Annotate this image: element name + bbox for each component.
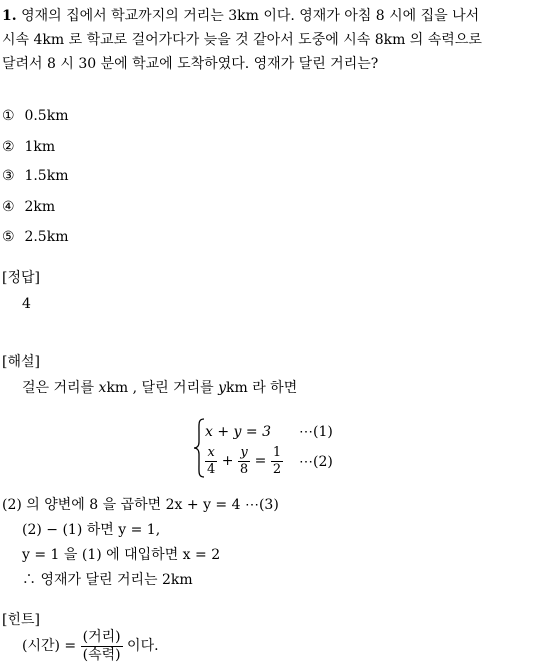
question-text-2: 시속 4km 로 학교로 걸어가다가 늦을 것 같아서 도중에 시속 8km 의 속력으로	[2, 32, 482, 48]
choice-4[interactable]	[2, 197, 55, 217]
choice-4-text: 2km	[24, 199, 56, 215]
intro-mid: km , 달린 거리를	[106, 380, 214, 396]
plus-sign: +	[221, 453, 234, 470]
choice-2-mark: ②	[2, 139, 15, 155]
hint-fraction	[81, 630, 123, 662]
choice-5[interactable]	[2, 227, 68, 247]
explanation-intro	[22, 378, 297, 398]
choice-1-mark: ①	[2, 108, 15, 124]
choice-3-text: 1.5km	[24, 168, 69, 184]
intro-suffix: km 라 하면	[226, 380, 298, 396]
choice-5-text: 2.5km	[24, 229, 69, 245]
fraction-denominator: 2	[272, 461, 282, 477]
hint-suffix: 이다.	[127, 638, 159, 655]
intro-prefix: 걸은 거리를	[22, 380, 95, 396]
explanation-step-2: (2) − (1) 하면 y = 1,	[22, 522, 161, 538]
question-text-3: 달려서 8 시 30 분에 학교에 도착하였다. 영재가 달린 거리는?	[2, 56, 379, 72]
question-number: 1.	[2, 8, 17, 24]
equals-sign: =	[254, 453, 267, 470]
choice-1[interactable]	[2, 106, 68, 126]
equation-system	[193, 418, 353, 478]
fraction-numerator: 1	[272, 445, 282, 460]
explanation-step-3: y = 1 을 (1) 에 대입하면 x = 2	[22, 547, 221, 563]
hint-numerator: (거리)	[82, 629, 121, 645]
choice-3[interactable]	[2, 166, 68, 186]
choice-1-text: 0.5km	[24, 108, 69, 124]
fraction-numerator: x	[207, 445, 215, 460]
choice-5-mark: ⑤	[2, 229, 15, 245]
question-text-1: 영재의 집에서 학교까지의 거리는 3km 이다. 영재가 아침 8 시에 집을 나서	[21, 8, 480, 24]
fraction-1-over-2	[271, 446, 283, 476]
hint-heading: [힌트]	[2, 612, 40, 628]
hint-formula	[22, 630, 159, 662]
hint-lhs: (시간) =	[22, 638, 77, 655]
explanation-heading: [해설]	[2, 354, 40, 370]
fraction-numerator: y	[240, 445, 248, 460]
fraction-y-over-8	[238, 446, 250, 476]
choice-3-mark: ③	[2, 168, 15, 184]
choice-2[interactable]	[2, 137, 55, 157]
answer-heading: [정답]	[2, 270, 40, 286]
answer-value: 4	[22, 296, 31, 312]
intro-var-x: x	[98, 380, 107, 396]
fraction-denominator: 4	[207, 461, 216, 477]
fraction-denominator: 8	[239, 461, 249, 477]
fraction-x-over-4	[205, 446, 217, 476]
equation-1-tag: ⋯(1)	[299, 424, 333, 440]
explanation-step-1: (2) 의 양변에 8 을 곱하면 2x + y = 4 ⋯(3)	[2, 497, 279, 513]
left-brace-icon	[193, 418, 205, 478]
hint-denominator: (속력)	[82, 646, 121, 663]
question-line-1	[2, 6, 479, 26]
choice-2-text: 1km	[24, 139, 56, 155]
equation-2	[205, 446, 283, 476]
explanation-step-4: ∴ 영재가 달린 거리는 2km	[22, 572, 193, 588]
choice-4-mark: ④	[2, 199, 15, 215]
intro-var-y: y	[218, 380, 226, 396]
equation-1: x + y = 3	[205, 424, 271, 440]
equation-2-tag: ⋯(2)	[299, 454, 333, 470]
